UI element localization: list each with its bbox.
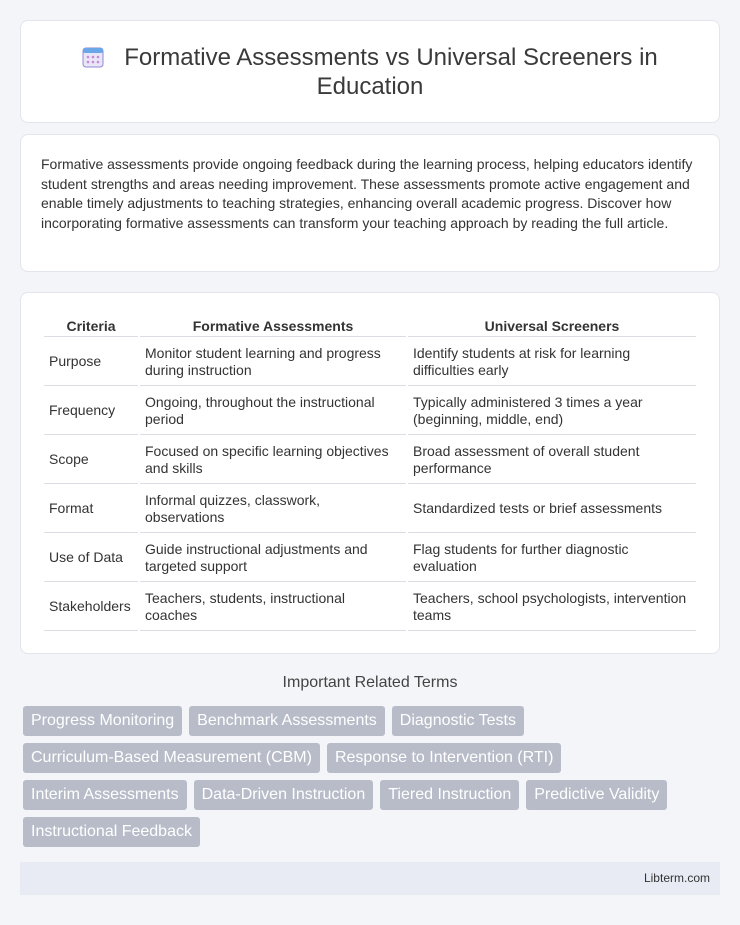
- row-formative: Teachers, students, instructional coaches: [140, 584, 406, 631]
- table-row: [44, 535, 696, 582]
- row-criteria: Frequency: [44, 388, 138, 435]
- table-row: [44, 437, 696, 484]
- intro-card: [20, 134, 720, 272]
- row-screeners: Broad assessment of overall student performance: [408, 437, 696, 484]
- tag-curriculum-based-measurement[interactable]: Curriculum-Based Measurement (CBM): [23, 743, 320, 773]
- row-criteria: Use of Data: [44, 535, 138, 582]
- header-formative: Formative Assessments: [140, 315, 406, 337]
- row-screeners: Identify students at risk for learning difficulties early: [408, 339, 696, 386]
- calendar-icon: [82, 46, 104, 68]
- row-criteria: Scope: [44, 437, 138, 484]
- tag-progress-monitoring[interactable]: Progress Monitoring: [23, 706, 182, 736]
- row-screeners: Flag students for further diagnostic evaluation: [408, 535, 696, 582]
- header-criteria: Criteria: [44, 315, 138, 337]
- table-header-row: [44, 315, 696, 337]
- comparison-table: [42, 313, 698, 633]
- table-row: [44, 339, 696, 386]
- tag-benchmark-assessments[interactable]: Benchmark Assessments: [189, 706, 385, 736]
- row-screeners: Typically administered 3 times a year (beginning, middle, end): [408, 388, 696, 435]
- table-row: [44, 486, 696, 533]
- row-formative: Guide instructional adjustments and targeted support: [140, 535, 406, 582]
- row-criteria: Format: [44, 486, 138, 533]
- intro-paragraph: Formative assessments provide ongoing feedback during the learning process, helping educators identify student strengths and areas needing improvement. These assessments promote active engagement and enable timely adjustments to teaching strategies, enhancing overall academic progress. Discover how incorporating formative assessments can transform your teaching approach by reading the full article.: [41, 156, 693, 231]
- header-screeners: Universal Screeners: [408, 315, 696, 337]
- title-card: [20, 20, 720, 123]
- row-criteria: Purpose: [44, 339, 138, 386]
- related-terms-list: [23, 706, 723, 854]
- related-terms-heading: Important Related Terms: [282, 674, 458, 691]
- tag-diagnostic-tests[interactable]: Diagnostic Tests: [392, 706, 524, 736]
- tag-tiered-instruction[interactable]: Tiered Instruction: [380, 780, 519, 810]
- tag-predictive-validity[interactable]: Predictive Validity: [526, 780, 667, 810]
- footer-site-link[interactable]: Libterm.com: [643, 871, 710, 885]
- row-criteria: Stakeholders: [44, 584, 138, 631]
- row-formative: Informal quizzes, classwork, observations: [140, 486, 406, 533]
- footer: [20, 862, 720, 895]
- tag-interim-assessments[interactable]: Interim Assessments: [23, 780, 187, 810]
- comparison-table-card: [20, 292, 720, 654]
- row-screeners: Teachers, school psychologists, intervention teams: [408, 584, 696, 631]
- row-screeners: Standardized tests or brief assessments: [408, 486, 696, 533]
- tag-instructional-feedback[interactable]: Instructional Feedback: [23, 817, 200, 847]
- tag-response-to-intervention[interactable]: Response to Intervention (RTI): [327, 743, 561, 773]
- table-row: [44, 388, 696, 435]
- row-formative: Monitor student learning and progress during instruction: [140, 339, 406, 386]
- page-title: [61, 43, 679, 101]
- row-formative: Focused on specific learning objectives and skills: [140, 437, 406, 484]
- row-formative: Ongoing, throughout the instructional period: [140, 388, 406, 435]
- page-title-text: Formative Assessments vs Universal Screeners in Education: [124, 43, 658, 100]
- table-row: [44, 584, 696, 631]
- tag-data-driven-instruction[interactable]: Data-Driven Instruction: [194, 780, 374, 810]
